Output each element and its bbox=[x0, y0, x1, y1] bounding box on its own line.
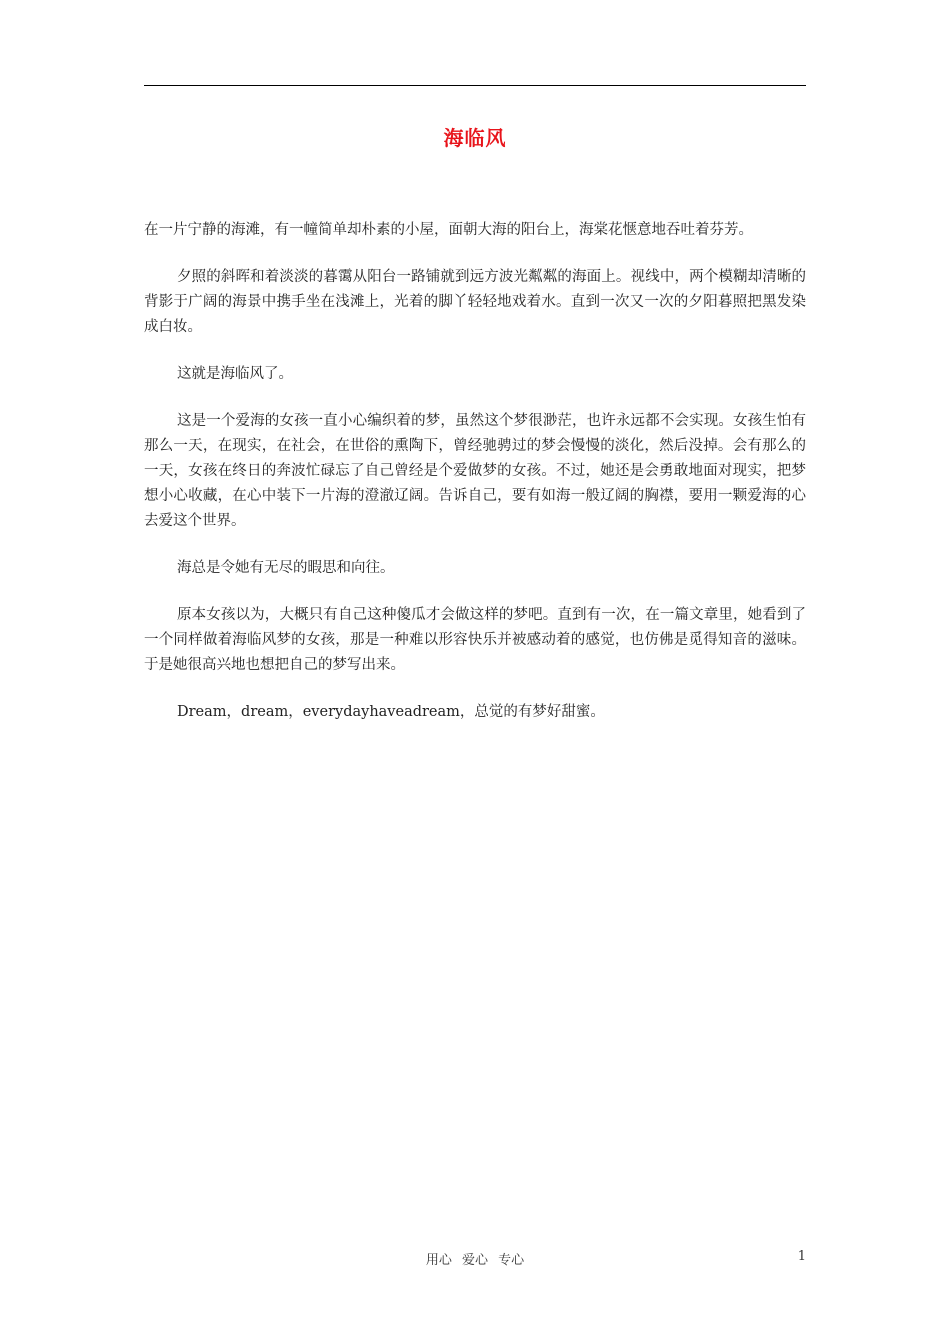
paragraph-1: 在一片宁静的海滩，有一幢简单却朴素的小屋，面朝大海的阳台上，海棠花惬意地吞吐着芬芳。 bbox=[144, 222, 753, 238]
paragraph-7: Dream，dream，everydayhaveadream，总觉的有梦好甜蜜。 bbox=[177, 704, 605, 720]
paragraph-2: 夕照的斜晖和着淡淡的暮霭从阳台一路铺就到远方波光粼粼的海面上。视线中，两个模糊却清晰的背影于广阔的海景中携手坐在浅滩上，光着的脚丫轻轻地戏着水。直到一次又一次的夕阳暮照把黑发染成白妆。 bbox=[144, 269, 806, 335]
paragraph-6: 原本女孩以为，大概只有自己这种傻瓜才会做这样的梦吧。直到有一次，在一篇文章里，她看到了一个同样做着海临风梦的女孩，那是一种难以形容快乐并被感动着的感觉，也仿佛是觅得知音的滋味。于是她很高兴地也想把自己的梦写出来。 bbox=[144, 607, 806, 673]
footer-motto: 用心 爱心 专心 bbox=[425, 1253, 525, 1268]
document-title: 海临风 bbox=[443, 126, 507, 150]
paragraph-4: 这是一个爱海的女孩一直小心编织着的梦，虽然这个梦很渺茫，也许永远都不会实现。女孩生怕有那么一天，在现实，在社会，在世俗的熏陶下，曾经驰骋过的梦会慢慢的淡化，然后没掉。会有那么的一天，女孩在终日的奔波忙碌忘了自己曾经是个爱做梦的女孩。不过，她还是会勇敢地面对现实，把梦想小心收藏，在心中装下一片海的澄澈辽阔。告诉自己，要有如海一般辽阔的胸襟，要用一颗爱海的心去爱这个世界。 bbox=[144, 413, 806, 529]
paragraph-5: 海总是令她有无尽的暇思和向往。 bbox=[177, 560, 395, 576]
paragraph-3: 这就是海临风了。 bbox=[177, 366, 293, 382]
header-rule bbox=[144, 85, 806, 86]
document-body bbox=[144, 218, 806, 747]
page-number: 1 bbox=[797, 1249, 806, 1264]
